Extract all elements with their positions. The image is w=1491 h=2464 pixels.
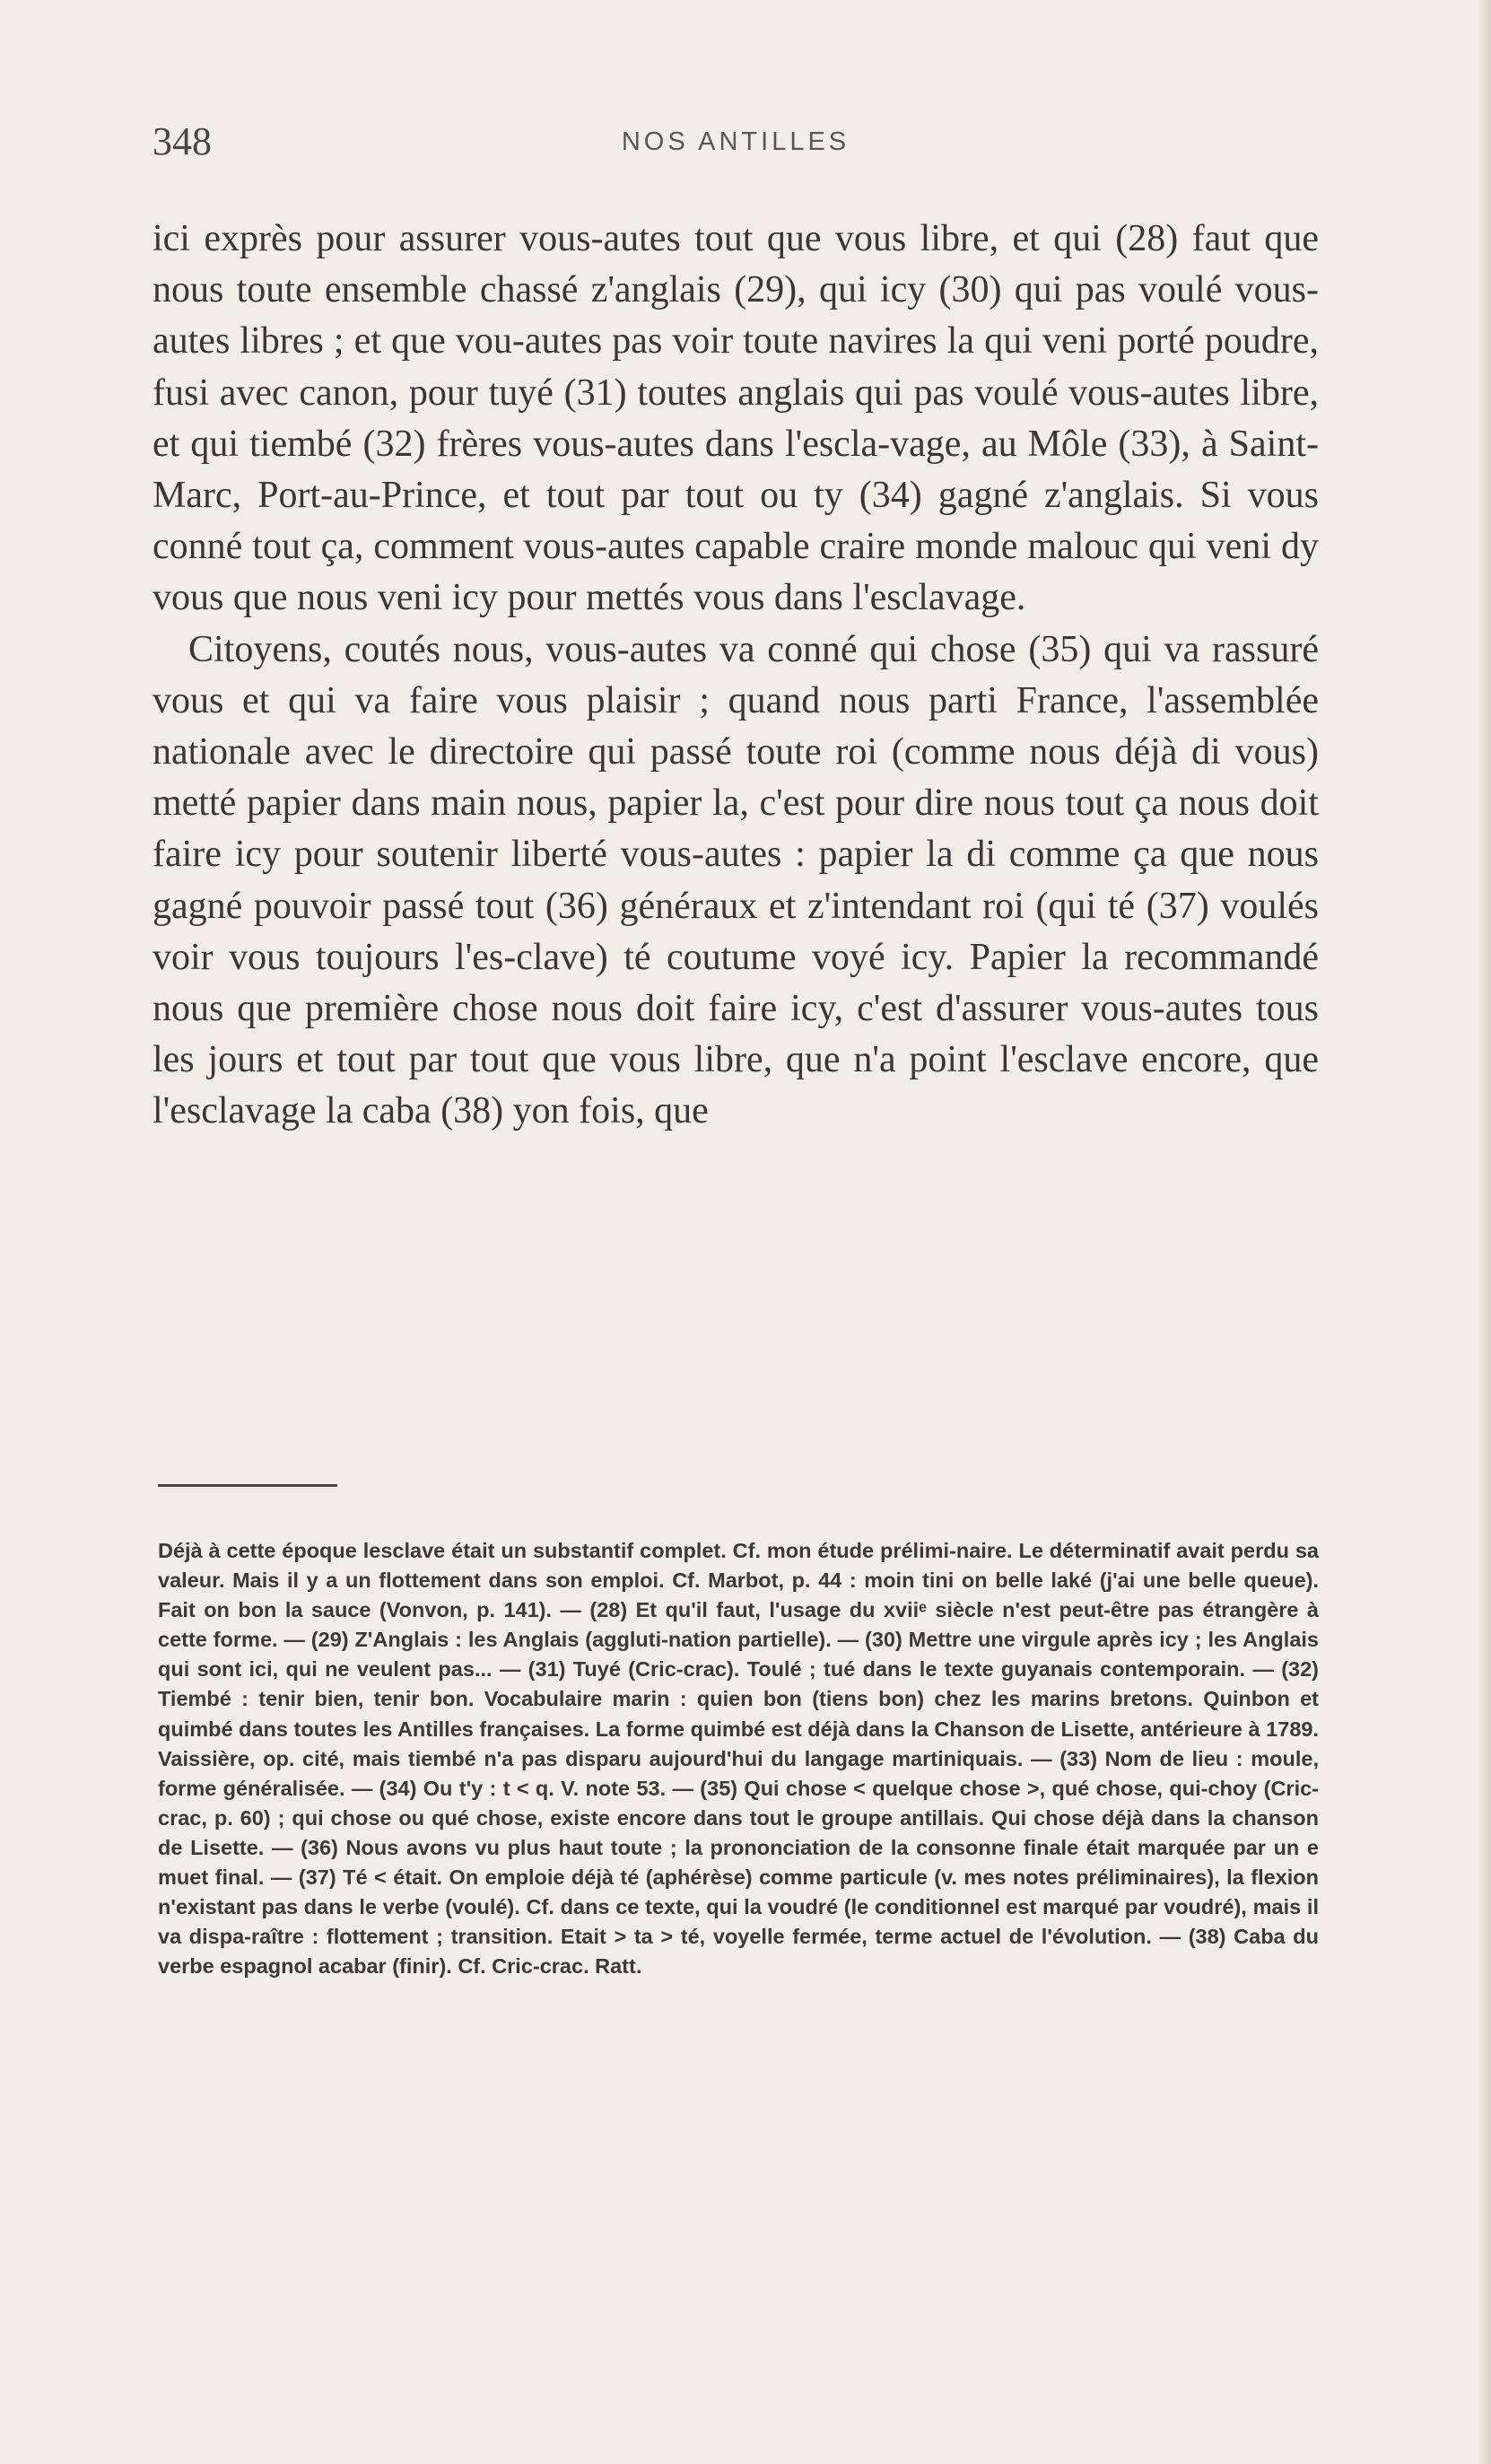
page-header xyxy=(153,118,1319,172)
main-text xyxy=(153,214,1319,1138)
paragraph-1: ici exprès pour assurer vous-autes tout que vous libre, et qui (28) faut que nous toute ensemble chassé z'anglais (29), qui icy (30) qui pas voulé vous-autes libres ; et que vou-autes pas voir toute navires la qui veni porté poudre, fusi avec canon, pour tuyé (31) toutes anglais qui pas voulé vous-autes libre, et qui tiembé (32) frères vous-autes dans l'escla-vage, au Môle (33), à Saint-Marc, Port-au-Prince, et tout par tout ou ty (34) gagné z'anglais. Si vous conné tout ça, comment vous-autes capable craire monde malouc qui veni dy vous que nous veni icy pour mettés vous dans l'esclavage. xyxy=(153,218,1319,619)
footnotes: Déjà à cette époque lesclave était un substantif complet. Cf. mon étude prélimi-naire. Le déterminatif avait perdu sa valeur. Mais il y a un flottement dans son emploi. Cf. Marbot, p. 44 : moin tini on belle laké (j'ai une belle queue). Fait on bon la sauce (Vonvon, p. 141). — (28) Et qu'il faut, l'usage du xviiᵉ siècle n'est peut-être pas étrangère à cette forme. — (29) Z'Anglais : les Anglais (aggluti-nation partielle). — (30) Mettre une virgule après icy ; les Anglais qui sont ici, qui ne veulent pas... — (31) Tuyé (Cric-crac). Toulé ; tué dans le texte guyanais contemporain. — (32) Tiembé : tenir bien, tenir bon. Vocabulaire marin : quien bon (tiens bon) chez les marins bretons. Quinbon et quimbé dans toutes les Antilles françaises. La forme quimbé est déjà dans la Chanson de Lisette, antérieure à 1789. Vaissière, op. cité, mais tiembé n'a pas disparu aujourd'hui du langage martiniquais. — (33) Nom de lieu : moule, forme généralisée. — (34) Ou t'y : t < q. V. note 53. — (35) Qui chose < quelque chose >, qué chose, qui-choy (Cric-crac, p. 60) ; qui chose ou qué chose, existe encore dans tout le groupe antillais. Qui chose déjà dans la chanson de Lisette. — (36) Nous avons vu plus haut toute ; la prononciation de la consonne finale était marquée par un e muet final. — (37) Té < était. On emploie déjà té (aphérèse) comme particule (v. mes notes préliminaires), la flexion n'existant pas dans le verbe (voulé). Cf. dans ce texte, qui la voudré (le conditionnel est marqué par voudré), mais il va dispa-raître : flottement ; transition. Etait > ta > té, voyelle fermée, terme actuel de l'évolution. — (38) Caba du verbe espagnol acabar (finir). Cf. Cric-crac. Ratt. xyxy=(158,1539,1319,1979)
page-edge-shadow xyxy=(1478,0,1491,2464)
running-title: NOS ANTILLES xyxy=(621,127,850,156)
footnote-separator xyxy=(158,1484,337,1487)
paragraph-2: Citoyens, coutés nous, vous-autes va conné qui chose (35) qui va rassuré vous et qui va faire vous plaisir ; quand nous parti France, l'assemblée nationale avec le directoire qui passé toute roi (comme nous déjà di vous) metté papier dans main nous, papier la, c'est pour dire nous tout ça nous doit faire icy pour soutenir liberté vous-autes : papier la di comme ça que nous gagné pouvoir passé tout (36) généraux et z'intendant roi (qui té (37) voulés voir vous toujours l'es-clave) té coutume voyé icy. Papier la recommandé nous que première chose nous doit faire icy, c'est d'assurer vous-autes tous les jours et tout par tout que vous libre, que n'a point l'esclave encore, que l'esclavage la caba (38) yon fois, que xyxy=(153,628,1319,1132)
page-number: 348 xyxy=(153,119,212,163)
